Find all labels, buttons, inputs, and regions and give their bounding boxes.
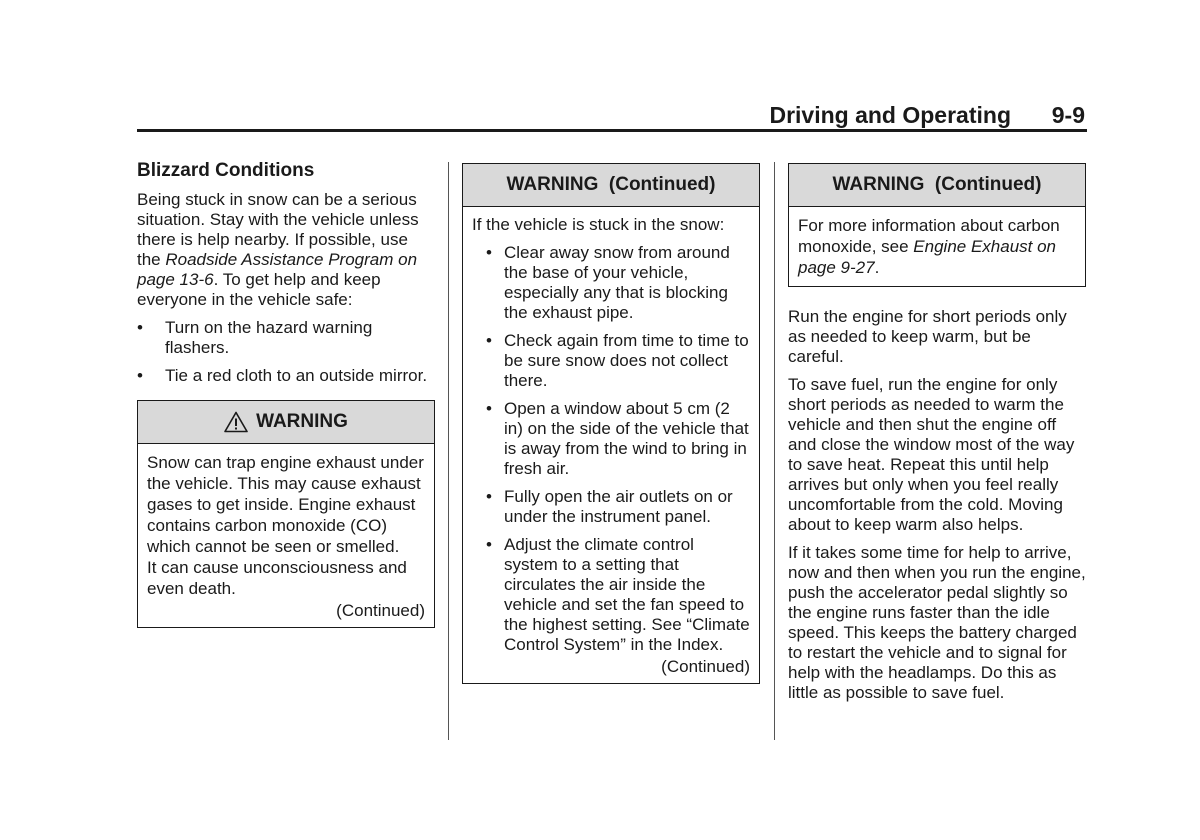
continued-label: (Continued) xyxy=(661,657,750,676)
page-number: 9-9 xyxy=(1051,102,1085,128)
column-divider xyxy=(774,162,775,740)
body-paragraph: To save fuel, run the engine for only short periods as needed to warm the vehicle and then shut the engine off and close the window most of the way to save heat. Repeat this until help arrives but only when you feel really uncomfortable from the cold. Moving about to keep warm also helps. xyxy=(788,375,1075,534)
header-rule xyxy=(137,129,1087,132)
intro-paragraph: Being stuck in snow can be a serious situation. Stay with the vehicle unless there is help nearby. If possible, use the Roadside Assistance Program on page 13-6. To get help and keep everyone in the vehicle safe: xyxy=(137,190,419,309)
warning-body xyxy=(138,444,434,627)
bullet-icon: • xyxy=(486,535,492,554)
warning-box xyxy=(788,163,1086,287)
bullet-icon: • xyxy=(486,243,492,262)
list-item: • Tie a red cloth to an outside mirror. xyxy=(137,366,428,385)
column-1 xyxy=(137,160,435,628)
warning-text: Snow can trap engine exhaust under the vehicle. This may cause exhaust gases to get inside. Engine exhaust contains carbon monoxide (CO) which cannot be seen or smelled. xyxy=(147,453,424,556)
warning-box xyxy=(462,163,760,684)
warning-text: It can cause unconsciousness and even death. xyxy=(147,558,407,598)
bullet-icon: • xyxy=(486,487,492,506)
warning-header xyxy=(138,401,434,444)
warning-header xyxy=(789,164,1085,207)
bullet-icon: • xyxy=(137,318,143,337)
warning-title: WARNING (Continued) xyxy=(832,174,1042,195)
column-2 xyxy=(462,160,760,684)
column-divider xyxy=(448,162,449,740)
warning-box xyxy=(137,400,435,628)
body-paragraph: Run the engine for short periods only as needed to keep warm, but be careful. xyxy=(788,307,1067,366)
warning-intro: If the vehicle is stuck in the snow: xyxy=(472,215,725,234)
section-title: Driving and Operating xyxy=(769,102,1011,128)
list-item: • Open a window about 5 cm (2 in) on the side of the vehicle that is away from the wind to bring in fresh air. xyxy=(486,399,749,478)
continued-label: (Continued) xyxy=(336,601,425,620)
warning-body xyxy=(463,207,759,683)
bullet-list xyxy=(137,318,435,386)
list-item: • Fully open the air outlets on or under the instrument panel. xyxy=(486,487,733,526)
warning-body: For more information about carbon monoxide, see Engine Exhaust on page 9-27. xyxy=(798,216,1060,277)
list-item: • Clear away snow from around the base of your vehicle, especially any that is blocking the exhaust pipe. xyxy=(486,243,730,322)
page-header xyxy=(137,100,1087,130)
body-paragraph: If it takes some time for help to arrive, now and then when you run the engine, push the accelerator pedal slightly so the engine runs faster than the idle speed. This keeps the battery charged to restart the vehicle and to signal for help with the headlamps. Do this as little as possible to save fuel. xyxy=(788,543,1086,702)
section-heading: Blizzard Conditions xyxy=(137,160,315,181)
warning-title: WARNING xyxy=(256,411,348,432)
bullet-icon: • xyxy=(486,399,492,418)
bullet-icon: • xyxy=(137,366,143,385)
bullet-list xyxy=(472,243,750,655)
bullet-icon: • xyxy=(486,331,492,350)
list-item: • Adjust the climate control system to a setting that circulates the air inside the vehicle and set the fan speed to the highest setting. See “Climate Control System” in the Index. xyxy=(486,535,750,654)
column-3 xyxy=(788,160,1086,711)
warning-header xyxy=(463,164,759,207)
list-item: • Check again from time to time to be sure snow does not collect there. xyxy=(486,331,749,390)
list-item: • Turn on the hazard warning flashers. xyxy=(137,318,373,357)
cross-reference: Engine Exhaust on page 9-27 xyxy=(798,237,1057,277)
cross-reference: Roadside Assistance Program on page 13-6 xyxy=(137,250,418,289)
warning-triangle-icon xyxy=(224,411,248,433)
warning-title: WARNING (Continued) xyxy=(506,174,716,195)
